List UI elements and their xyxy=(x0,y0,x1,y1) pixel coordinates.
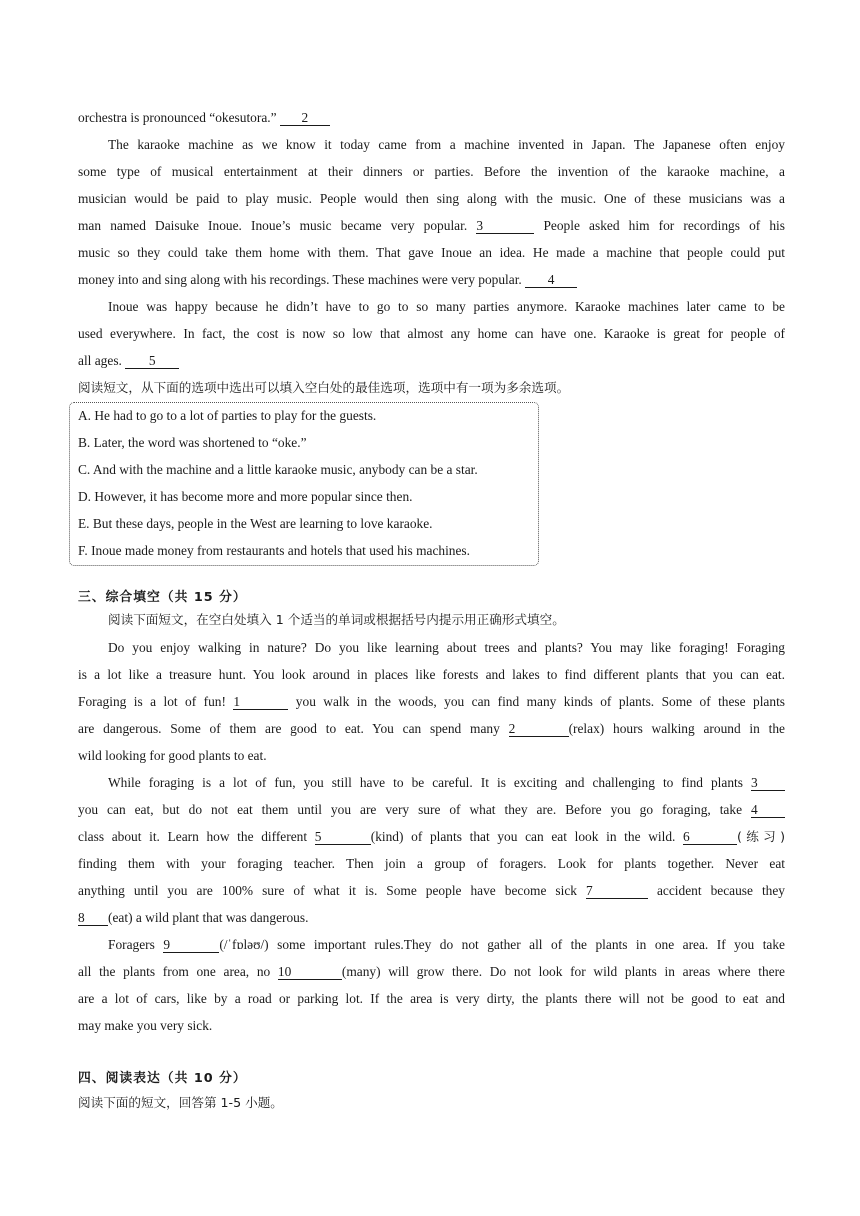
text-segment: man named Daisuke Inoue. Inoue’s music became very popular. xyxy=(78,218,477,233)
passage-line xyxy=(78,688,785,715)
text-segment: money into and sing along with his recordings. These machines were very popular. xyxy=(78,272,526,287)
text-segment: orchestra is pronounced “okesutora.” xyxy=(78,110,280,125)
answer-blank: 1 xyxy=(233,695,288,710)
answer-blank: 4 xyxy=(751,803,785,818)
text-segment: Foragers xyxy=(108,937,164,952)
text-segment: People asked him for recordings of his xyxy=(534,218,785,233)
passage-line xyxy=(78,958,785,985)
answer-blank: 5 xyxy=(315,830,371,845)
passage-line: may make you very sick. xyxy=(78,1018,213,1033)
text-segment: (eat) a wild plant that was dangerous. xyxy=(108,910,309,925)
passage-line xyxy=(78,347,785,374)
text-segment: (relax) hours walking around in the xyxy=(568,721,785,736)
text-segment: all ages. xyxy=(78,353,126,368)
passage-line xyxy=(108,931,785,958)
text-segment: (many) will grow there. Do not look for wild plants in areas where there xyxy=(341,964,785,979)
answer-blank: 2 xyxy=(509,722,569,737)
answer-blank: 10 xyxy=(278,965,342,980)
option-a: A. He had to go to a lot of parties to play for the guests. xyxy=(78,408,377,423)
answer-blank: 2 xyxy=(280,111,330,126)
section-instruction: 阅读下面的短文，回答第 1-5 小题。 xyxy=(78,1095,283,1110)
option-e: E. But these days, people in the West are learning to love karaoke. xyxy=(78,516,433,531)
option-b: B. Later, the word was shortened to “oke.” xyxy=(78,435,307,450)
text-segment: Foraging is a lot of fun! xyxy=(78,694,234,709)
passage-line xyxy=(78,904,785,931)
answer-blank: 4 xyxy=(525,273,577,288)
text-segment: anything until you are 100% sure of what it is. Some people have become sick xyxy=(78,883,586,898)
passage-line xyxy=(78,796,785,823)
options-instruction: 阅读短文，从下面的选项中选出可以填入空白处的最佳选项，选项中有一项为多余选项。 xyxy=(78,380,570,395)
answer-blank: 5 xyxy=(125,354,179,369)
passage-line: used everywhere. In fact, the cost is now so low that almost any home can have one. Karaoke is great for people of xyxy=(78,326,785,341)
passage-line xyxy=(78,823,785,850)
text-segment: class about it. Learn how the different xyxy=(78,829,315,844)
section-heading: 四、阅读表达（共 10 分） xyxy=(78,1071,247,1086)
text-segment: all the plants from one area, no xyxy=(78,964,278,979)
passage-line xyxy=(78,877,785,904)
option-c: C. And with the machine and a little karaoke music, anybody can be a star. xyxy=(78,462,478,477)
passage-line: wild looking for good plants to eat. xyxy=(78,748,267,763)
answer-blank: 3 xyxy=(751,776,785,791)
passage-line: Inoue was happy because he didn’t have to go to so many parties anymore. Karaoke machines later came to be xyxy=(108,299,785,314)
passage-line xyxy=(78,715,785,742)
section-heading: 三、综合填空（共 15 分） xyxy=(78,590,247,605)
passage-line: The karaoke machine as we know it today came from a machine invented in Japan. The Japanese often enjoy xyxy=(108,137,785,152)
option-f: F. Inoue made money from restaurants and hotels that used his machines. xyxy=(78,543,470,558)
answer-blank: 3 xyxy=(476,219,534,234)
answer-blank: 8 xyxy=(78,911,108,926)
section-instruction: 阅读下面短文，在空白处填入 1 个适当的单词或根据括号内提示用正确形式填空。 xyxy=(108,612,565,627)
text-segment: While foraging is a lot of fun, you still have to be careful. It is exciting and challenging to find plants xyxy=(108,775,751,790)
answer-blank: 6 xyxy=(683,830,737,845)
text-segment: (kind) of plants that you can eat look in the wild. xyxy=(370,829,684,844)
text-segment: accident because they xyxy=(647,883,785,898)
passage-line: music so they could take them home with them. That gave Inoue an idea. He made a machine that people could put xyxy=(78,245,785,260)
text-segment: (练习) xyxy=(737,829,786,844)
passage-line: are a lot of cars, like by a road or parking lot. If the area is very dirty, the plants there will not be good to eat and xyxy=(78,991,785,1006)
passage-line xyxy=(108,769,785,796)
passage-line: musician would be paid to play music. People would then sing along with the music. One of these musicians was a xyxy=(78,191,785,206)
passage-line: finding them with your foraging teacher. Then join a group of foragers. Look for plants together. Never eat xyxy=(78,856,785,871)
passage-line xyxy=(78,266,785,293)
text-segment: are dangerous. Some of them are good to eat. You can spend many xyxy=(78,721,509,736)
text-segment: (/ˈfɒləʊ/) some important rules.They do not gather all of the plants in one area. If you take xyxy=(219,937,786,952)
text-segment: you can eat, but do not eat them until you are very sure of what they are. Before you go foraging, take xyxy=(78,802,751,817)
answer-blank: 7 xyxy=(586,884,648,899)
passage-line: Do you enjoy walking in nature? Do you like learning about trees and plants? You may like foraging! Foraging xyxy=(108,640,785,655)
passage-line xyxy=(78,104,785,131)
text-segment: you walk in the woods, you can find many kinds of plants. Some of these plants xyxy=(288,694,785,709)
passage-line: is a lot like a treasure hunt. You look around in places like forests and lakes to find different plants that you can eat. xyxy=(78,667,785,682)
option-d: D. However, it has become more and more popular since then. xyxy=(78,489,413,504)
passage-line xyxy=(78,212,785,239)
answer-blank: 9 xyxy=(163,938,219,953)
passage-line: some type of musical entertainment at their dinners or parties. Before the invention of the karaoke machine, a xyxy=(78,164,785,179)
